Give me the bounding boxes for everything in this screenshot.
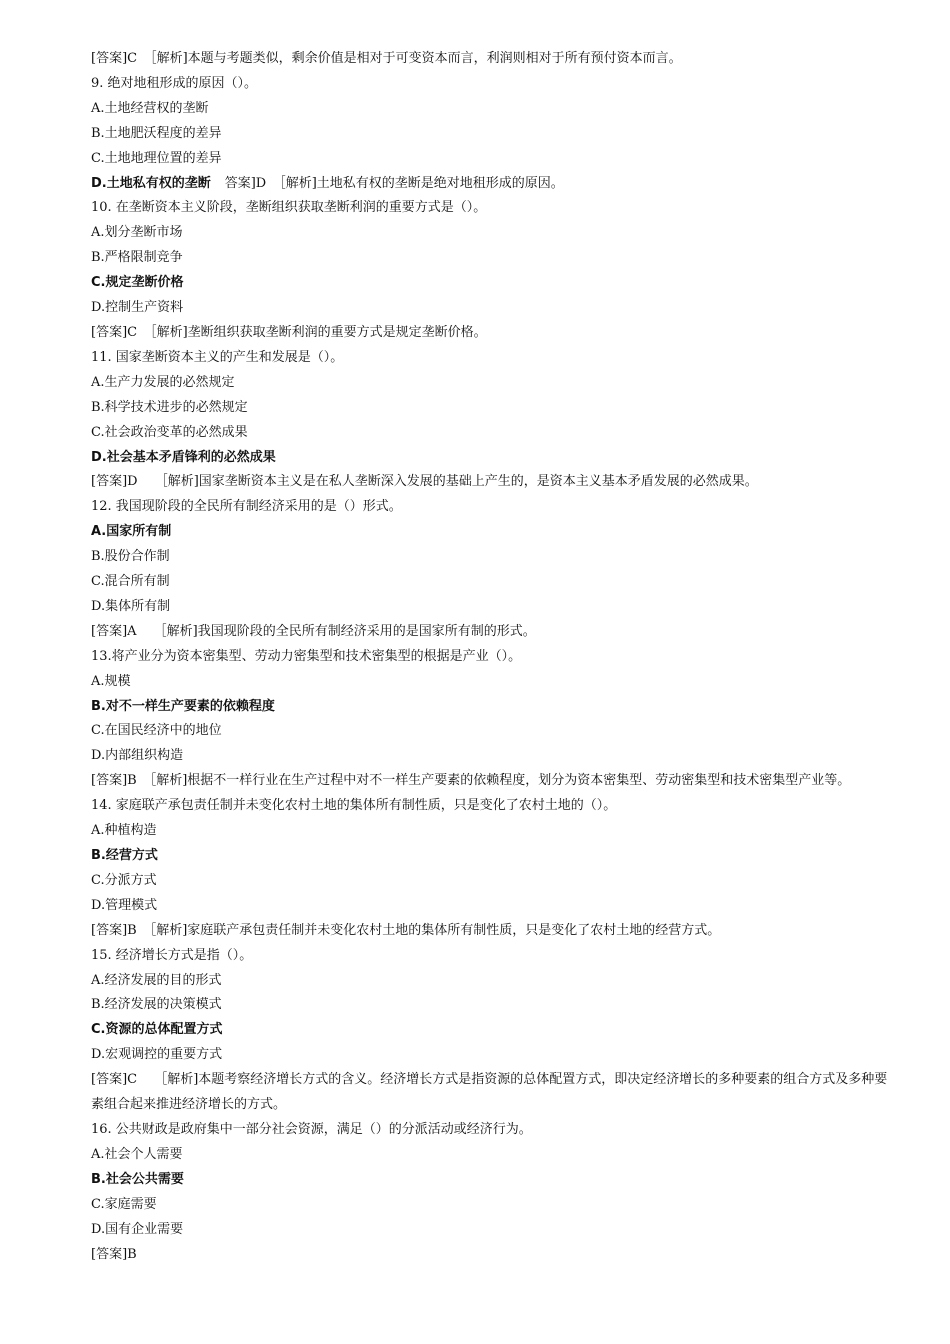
option-line: D.管理模式 — [91, 897, 158, 913]
answer-explanation: [答案]B — [91, 1246, 137, 1262]
correct-option-with-answer — [91, 172, 891, 197]
option-line: A.经济发展的目的形式 — [91, 972, 222, 988]
correct-option: D.社会基本矛盾锋利的必然成果 — [91, 449, 276, 465]
option-line: B.严格限制竞争 — [91, 250, 183, 266]
answer-explanation: [答案]C ［解析]垄断组织获取垄断利润的重要方式是规定垄断价格。 — [91, 324, 487, 340]
answer-explanation: [答案]B ［解析]根据不一样行业在生产过程中对不一样生产要素的依赖程度，划分为资本密集型、劳动密集型和技术密集型产业等。 — [91, 773, 851, 789]
answer-explanation: [答案]D ［解析]国家垄断资本主义是在私人垄断深入发展的基础上产生的，是资本主义基本矛盾发展的必然成果。 — [91, 474, 758, 490]
correct-option: C.规定垄断价格 — [91, 275, 184, 291]
question-line: 13.将产业分为资本密集型、劳动力密集型和技术密集型的根据是产业（）。 — [91, 648, 522, 664]
option-line: D.内部组织构造 — [91, 748, 184, 764]
question-line: 12. 我国现阶段的全民所有制经济采用的是（）形式。 — [91, 499, 402, 515]
option-line: A.规模 — [91, 673, 131, 689]
option-line: B.土地肥沃程度的差异 — [91, 125, 222, 141]
option-line: B.经济发展的决策模式 — [91, 997, 222, 1013]
question-line: 9. 绝对地租形成的原因（）。 — [91, 75, 258, 91]
option-line: C.土地地理位置的差异 — [91, 150, 222, 166]
document-body — [91, 47, 891, 1267]
correct-option: D.土地私有权的垄断 — [91, 175, 211, 191]
option-line: C.在国民经济中的地位 — [91, 723, 222, 739]
option-line: D.宏观调控的重要方式 — [91, 1047, 223, 1063]
question-line: 16. 公共财政是政府集中一部分社会资源，满足（）的分派活动或经济行为。 — [91, 1121, 532, 1137]
option-line: A.土地经营权的垄断 — [91, 100, 209, 116]
correct-option: B.社会公共需要 — [91, 1171, 184, 1187]
option-line: C.混合所有制 — [91, 574, 170, 590]
correct-option: C.资源的总体配置方式 — [91, 1022, 223, 1038]
option-line: C.社会政治变革的必然成果 — [91, 424, 248, 440]
option-line: A.种植构造 — [91, 823, 157, 839]
option-line: A.生产力发展的必然规定 — [91, 374, 235, 390]
option-line: B.股份合作制 — [91, 549, 170, 565]
question-line: 15. 经济增长方式是指（）。 — [91, 947, 253, 963]
option-line: D.控制生产资料 — [91, 300, 184, 316]
correct-option: B.对不一样生产要素的依赖程度 — [91, 698, 275, 714]
question-line: 11. 国家垄断资本主义的产生和发展是（）。 — [91, 349, 344, 365]
option-line: C.家庭需要 — [91, 1196, 157, 1212]
correct-option: B.经营方式 — [91, 848, 158, 863]
answer-explanation: [答案]C ［解析]本题考察经济增长方式的含义。经济增长方式是指资源的总体配置方式，即决定经济增长的多种要素的组合方式及多种要素组合起来推进经济增长的方式。 — [91, 1072, 888, 1113]
option-line: B.科学技术进步的必然规定 — [91, 399, 248, 415]
answer-explanation: [答案]B ［解析]家庭联产承包责任制并未变化农村土地的集体所有制性质，只是变化了农村土地的经营方式。 — [91, 922, 721, 938]
answer-explanation: 答案]D ［解析]土地私有权的垄断是绝对地租形成的原因。 — [224, 175, 564, 191]
option-line: A.划分垄断市场 — [91, 225, 183, 241]
option-line: C.分派方式 — [91, 872, 157, 888]
answer-explanation: [答案]A ［解析]我国现阶段的全民所有制经济采用的是国家所有制的形式。 — [91, 623, 536, 639]
option-line: D.国有企业需要 — [91, 1221, 184, 1237]
option-line: A.社会个人需要 — [91, 1146, 183, 1162]
question-line: 14. 家庭联产承包责任制并未变化农村土地的集体所有制性质，只是变化了农村土地的（）。 — [91, 798, 617, 814]
correct-option: A.国家所有制 — [91, 524, 172, 540]
question-line: 10. 在垄断资本主义阶段，垄断组织获取垄断利润的重要方式是（）。 — [91, 200, 487, 216]
option-line: D.集体所有制 — [91, 598, 171, 614]
answer-explanation: [答案]C ［解析]本题与考题类似，剩余价值是相对于可变资本而言，利润则相对于所有预付资本而言。 — [91, 51, 682, 66]
